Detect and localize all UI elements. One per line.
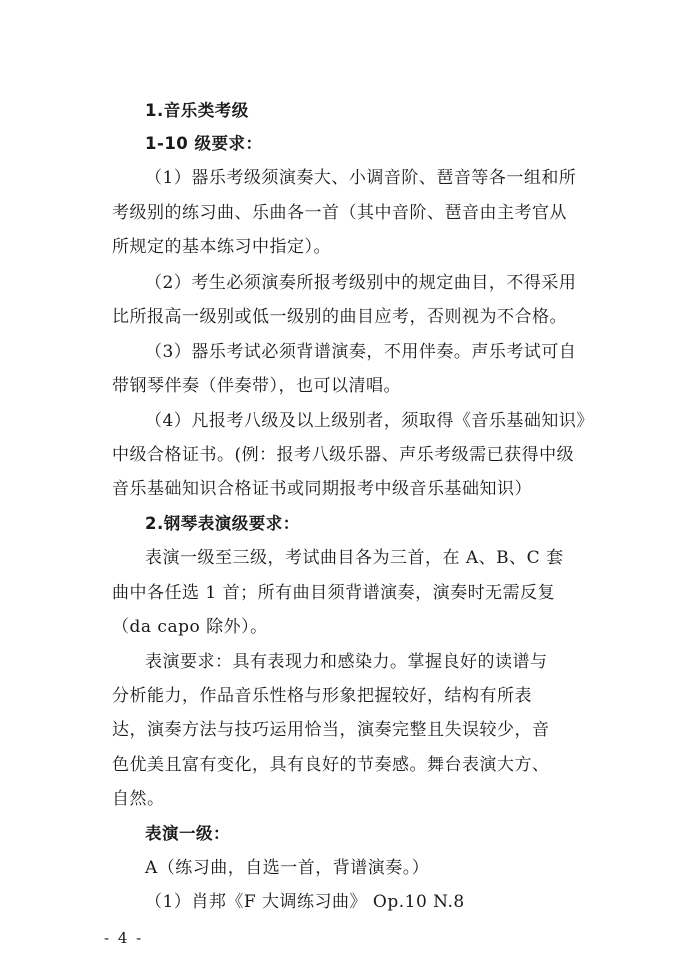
item3-line2: 带钢琴伴奏（伴奏带），也可以清唱。 [112,376,401,396]
music-section-heading: 1.音乐类考级 [145,101,249,120]
item4-line2: 中级合格证书。(例：报考八级乐器、声乐考级需已获得中级 [112,445,575,465]
item4-line3: 音乐基础知识合格证书或同期报考中级音乐基础知识） [112,479,532,499]
item2-line1: （2）考生必须演奏所报考级别中的规定曲目，不得采用 [145,273,577,293]
item1-line2: 考级别的练习曲、乐曲各一首（其中音阶、琶音由主考官从 [112,203,567,223]
piano-p2-line4: 色优美且富有变化，具有良好的节奏感。舞台表演大方、 [112,755,550,775]
level1-heading: 表演一级： [145,824,230,843]
level1-a-line: A（练习曲，自选一首，背谱演奏。） [145,858,430,878]
piano-p2-line1: 表演要求：具有表现力和感染力。掌握良好的读谱与 [145,652,548,672]
item4-line1: （4）凡报考八级及以上级别者，须取得《音乐基础知识》 [145,411,594,431]
item3-line1: （3）器乐考试必须背谱演奏，不用伴奏。声乐考试可自 [145,342,577,362]
piano-section-heading: 2.钢琴表演级要求： [145,514,300,533]
level1-a-item1: （1）肖邦《F 大调练习曲》 Op.10 N.8 [145,892,465,912]
page-number: - 4 - [104,929,144,947]
piano-p2-line2: 分析能力，作品音乐性格与形象把握较好，结构有所表 [112,686,532,706]
piano-p1-line3: （da capo 除外）。 [112,617,268,637]
item1-line1: （1）器乐考级须演奏大、小调音阶、琶音等各一组和所 [145,168,577,188]
piano-p1-line1: 表演一级至三级，考试曲目各为三首，在 A、B、C 套 [145,548,564,568]
level-requirements-heading: 1-10 级要求： [145,134,263,153]
item2-line2: 比所报高一级别或低一级别的曲目应考，否则视为不合格。 [112,307,567,327]
item1-line3: 所规定的基本练习中指定）。 [112,237,331,257]
piano-p1-line2: 曲中各任选 1 首；所有曲目须背谱演奏，演奏时无需反复 [112,583,556,603]
piano-p2-line5: 自然。 [112,789,165,809]
piano-p2-line3: 达，演奏方法与技巧运用恰当，演奏完整且失误较少，音 [112,720,550,740]
